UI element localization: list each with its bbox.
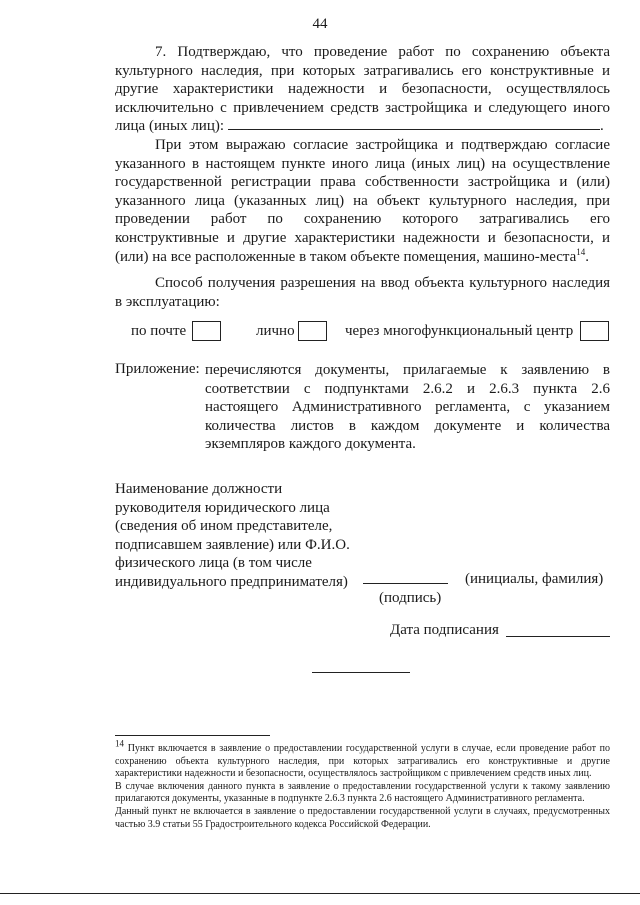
item-7-paragraph — [115, 43, 610, 136]
consent-text: При этом выражаю согласие застройщика и подтверждаю согласие указанного в настоящем пункте иного лица (иных лиц) на осуществление государственной регистрации права собственности застройщика и (или) указанного лица (указанных лиц) на объект культурного наследия, при проведении работ по сохранению которого затрагивались его конструктивные и другие характеристики надежности и безопасности, и (или) на все расположенные в таком объекте помещения, машино-места — [115, 137, 610, 265]
appendix-label: Приложение: — [115, 361, 200, 377]
option-mfc-label: через многофункциональный центр — [345, 323, 574, 339]
initials-label: (инициалы, фамилия) — [465, 571, 604, 587]
item-7-end: . — [600, 118, 604, 135]
option-personal-label: лично — [256, 323, 295, 339]
page-number: 44 — [312, 16, 328, 32]
receipt-heading: Способ получения разрешения на ввод объекта культурного наследия в эксплуатацию: — [115, 275, 610, 310]
consent-paragraph: При этом выражаю согласие застройщика и подтверждаю согласие указанного в настоящем пункте иного лица (иных лиц) на осуществление государственной регистрации права собственности застройщика и (или) указанного лица (указанных лиц) на объект культурного наследия, при проведении работ по сохранению которого затрагивались его конструктивные и другие характеристики надежности и безопасности, и (или) на все расположенные в таком объекте помещения, машино-места$^{14}$. — [115, 137, 610, 265]
other-persons-blank[interactable] — [228, 117, 600, 130]
footnote-number: 14 — [115, 738, 124, 749]
date-label: Дата подписания — [390, 622, 499, 638]
signature-line[interactable] — [363, 583, 448, 584]
separator-line — [312, 672, 410, 673]
footnote-block — [115, 738, 611, 831]
footnote-separator — [115, 735, 270, 736]
option-post-checkbox[interactable] — [192, 321, 221, 341]
signature-label: (подпись) — [379, 590, 442, 606]
date-line[interactable] — [506, 636, 610, 637]
footnote-paragraph-2: В случае включения данного пункта в заявление о предоставлении государственной услуги к такому заявлению прилагаются документы, указанные в подпункте 2.6.3 пункта 2.6 настоящего Административного регламента. — [115, 780, 610, 805]
footnote-text-1: Пункт включается в заявление о предоставлении государственной услуги в случае, если проведение работ по сохранению объекта культурного наследия, при которых затрагивались его конструктивные и другие характеристики надежности и безопасности, осуществлялось застройщиком с привлечением средств иных лиц. — [115, 743, 611, 780]
option-mfc-checkbox[interactable] — [580, 321, 609, 341]
page-bottom-rule — [0, 893, 640, 894]
footnote-paragraph-3: Данный пункт не включается в заявление о предоставлении государственной услуги в случаях, предусмотренных частью 3.9 статьи 55 Градостроительного кодекса Российской Федерации. — [115, 805, 610, 830]
option-personal-checkbox[interactable] — [298, 321, 327, 341]
footnote-paragraph-1 — [115, 738, 611, 781]
option-post-label: по почте — [131, 323, 187, 339]
footnote-ref-14: 14 — [576, 246, 586, 257]
signatory-position-text: Наименование должности руководителя юридического лица (сведения об ином представителе, подписавшем заявление) или Ф.И.О. физического лица (в том числе индивидуального предпринимателя) — [115, 481, 350, 590]
appendix-text: перечисляются документы, прилагаемые к заявлению в соответствии с подпунктами 2.6.2 и 2.6.3 пункта 2.6 настоящего Административного регламента, с указанием количества листов в каждом документе и количества экземпляров каждого документа. — [205, 362, 610, 453]
item-7-text: 7. Подтверждаю, что проведение работ по сохранению объекта культурного наследия, при которых затрагивались его конструктивные и другие характеристики надежности и безопасности, осуществлялось исключительно с привлечением средств застройщика и следующего иного лица (иных лиц): — [115, 44, 610, 135]
